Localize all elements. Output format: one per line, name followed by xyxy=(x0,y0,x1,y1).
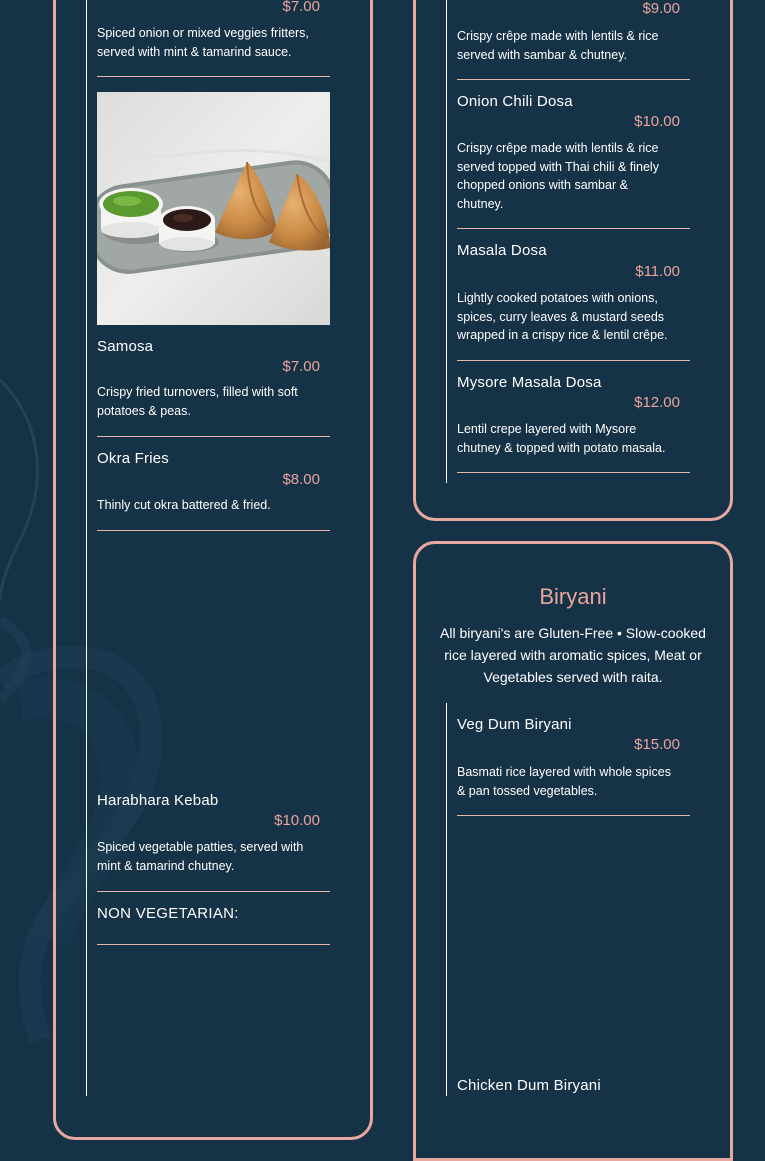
item-price: $8.00 xyxy=(282,471,320,488)
item-name: Harabhara Kebab xyxy=(97,792,219,809)
divider xyxy=(97,76,330,77)
divider xyxy=(457,228,690,229)
item-description: Crispy crêpe made with lentils & rice served with sambar & chutney. xyxy=(457,29,659,62)
item-price: $9.00 xyxy=(642,0,680,17)
item-description: Crispy fried turnovers, filled with soft potatoes & peas. xyxy=(97,385,298,418)
samosa-photo xyxy=(97,92,330,325)
item-price: $15.00 xyxy=(634,736,680,753)
item-description: Crispy crêpe made with lentils & rice served topped with Thai chili & finely chopped onions with sambar & chutney. xyxy=(457,141,659,211)
item-description: Basmati rice layered with whole spices & pan tossed vegetables. xyxy=(457,765,671,798)
divider xyxy=(457,815,690,816)
item-description: Spiced vegetable patties, served with mint & tamarind chutney. xyxy=(97,840,304,873)
item-description: Thinly cut okra battered & fried. xyxy=(97,498,271,512)
divider xyxy=(97,891,330,892)
column-rule xyxy=(86,0,87,1096)
item-price: $11.00 xyxy=(635,263,680,280)
item-price: $10.00 xyxy=(634,113,680,130)
column-rule xyxy=(446,703,447,1096)
divider xyxy=(457,360,690,361)
divider xyxy=(97,530,330,531)
divider xyxy=(457,79,690,80)
item-name: Okra Fries xyxy=(97,450,170,467)
item-name: Mysore Masala Dosa xyxy=(457,374,602,391)
item-description: Lentil crepe layered with Mysore chutney & topped with potato masala. xyxy=(457,422,666,455)
item-name: Samosa xyxy=(97,338,154,355)
item-name: Masala Dosa xyxy=(457,242,547,259)
item-description: Lightly cooked potatoes with onions, spices, curry leaves & mustard seeds wrapped in a crispy rice & lentil crêpe. xyxy=(457,291,668,342)
item-name: Onion Chili Dosa xyxy=(457,93,573,110)
item-name: Chicken Dum Biryani xyxy=(457,1077,601,1094)
item-name: Veg Dum Biryani xyxy=(457,716,572,733)
divider xyxy=(97,436,330,437)
column-rule xyxy=(446,0,447,483)
item-price: $12.00 xyxy=(634,394,680,411)
item-description: Spiced onion or mixed veggies fritters, served with mint & tamarind sauce. xyxy=(97,26,309,59)
divider xyxy=(457,472,690,473)
divider xyxy=(97,944,330,945)
section-title: Biryani xyxy=(539,584,607,609)
category-label: NON VEGETARIAN: xyxy=(97,905,239,922)
item-price: $7.00 xyxy=(282,358,320,375)
section-subtitle: All biryani's are Gluten-Free • Slow-cooked rice layered with aromatic spices, Meat or Vegetables served with raita. xyxy=(440,625,706,685)
item-price: $10.00 xyxy=(274,812,320,829)
item-price: $7.00 xyxy=(282,0,320,15)
